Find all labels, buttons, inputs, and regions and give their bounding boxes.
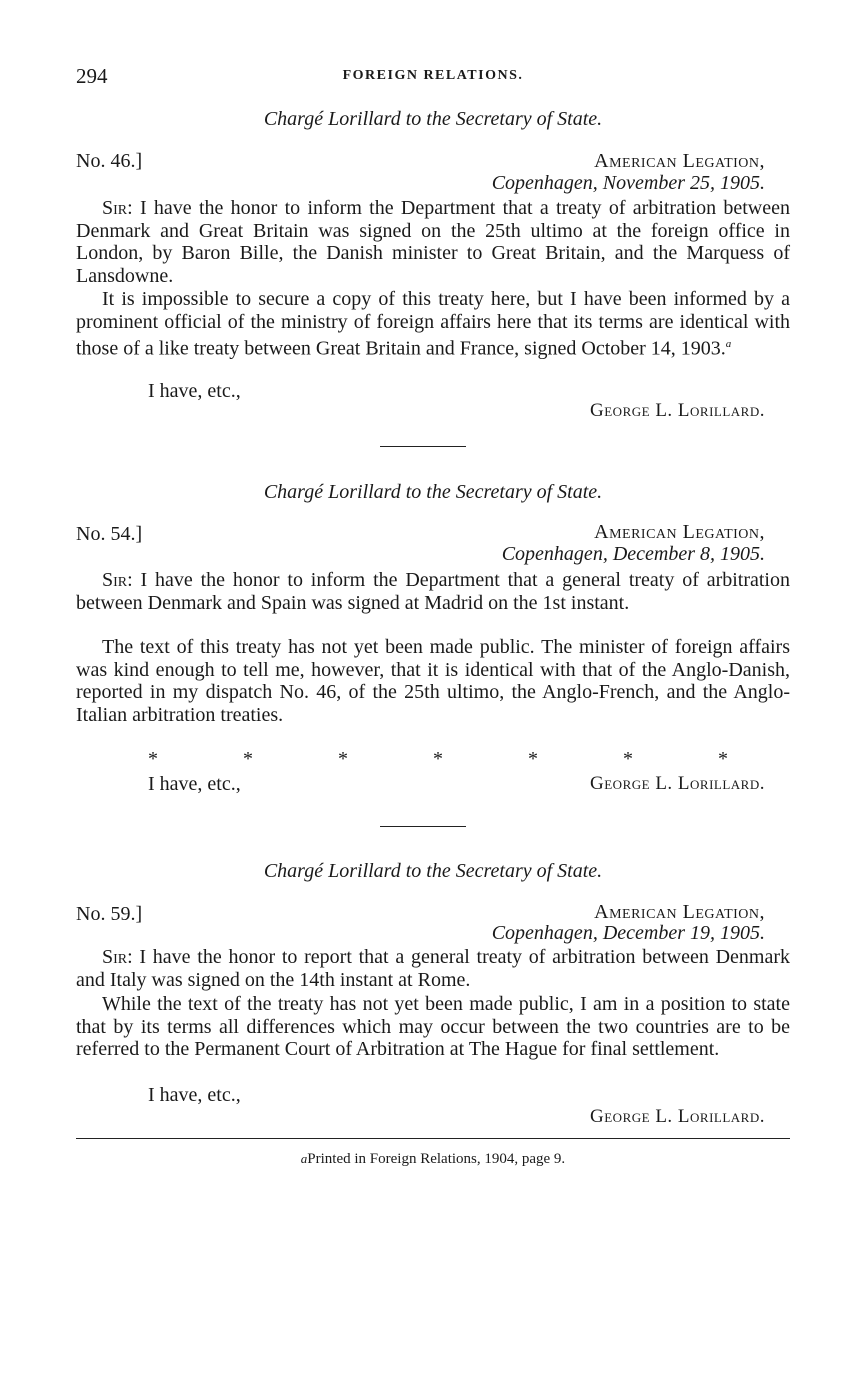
body-paragraph [76, 569, 790, 614]
footnote-marker: a [300, 1151, 308, 1166]
letter-heading: Chargé Lorillard to the Secretary of State. [263, 860, 603, 882]
place-date: Copenhagen, November 25, 1905. [491, 172, 765, 194]
letter-heading: Chargé Lorillard to the Secretary of State. [263, 481, 603, 503]
footnote-rule [76, 1138, 790, 1139]
signature: George L. Lorillard. [590, 773, 765, 794]
place-date: Copenhagen, December 8, 1905. [501, 543, 765, 565]
body-paragraph [76, 197, 790, 287]
section-separator [380, 446, 466, 447]
closing-line: I have, etc., [148, 773, 241, 795]
asterisk: * [338, 748, 348, 770]
dispatch-number: No. 59.] [76, 903, 143, 925]
signature: George L. Lorillard. [590, 1106, 765, 1127]
closing-line: I have, etc., [148, 380, 241, 402]
asterisk: * [148, 748, 158, 770]
legation-name: American Legation, [594, 521, 765, 543]
salutation: Sir: [102, 197, 133, 219]
paragraph-text: I have the honor to inform the Department that a treaty of arbitration between Denmark and Great Britain was signed on the 25th ultimo at the foreign office in London, by Baron Bille, the Danish minister to Great Britain, and the Marquess of Lansdowne. [76, 197, 790, 287]
paragraph-text: The text of this treaty has not yet been made public. The minister of foreign affairs was kind enough to tell me, however, that it is identical with that of the Anglo-Danish, reported in my dispatch No. 46, of the 25th ultimo, the Anglo-French, and the Anglo-Italian arbitration treaties. [76, 636, 790, 726]
salutation: Sir: [102, 946, 133, 968]
footnote [76, 1151, 790, 1168]
paragraph-text: I have the honor to inform the Department that a general treaty of arbitration between Denmark and Spain was signed at Madrid on the 1st instant. [76, 569, 790, 614]
asterisk: * [433, 748, 443, 770]
dispatch-number: No. 46.] [76, 150, 143, 172]
signature: George L. Lorillard. [590, 400, 765, 421]
body-paragraph [76, 993, 790, 1061]
asterisk: * [623, 748, 633, 770]
paragraph-text: It is impossible to secure a copy of this treaty here, but I have been informed by a prominent official of the ministry of foreign affairs here that its terms are identical with those of a like treaty between Great Britain and France, signed October 14, 1903. [76, 288, 790, 360]
legation-name: American Legation, [594, 150, 765, 172]
body-paragraph [76, 636, 790, 726]
dispatch-number: No. 54.] [76, 523, 143, 545]
closing-line: I have, etc., [148, 1084, 241, 1106]
asterisk: * [243, 748, 253, 770]
asterisk: * [528, 748, 538, 770]
running-head [76, 64, 790, 92]
letter-heading: Chargé Lorillard to the Secretary of State. [263, 108, 603, 130]
ellipsis-asterisks [148, 748, 728, 771]
footnote-reference: a [725, 338, 732, 351]
running-title: FOREIGN RELATIONS. [342, 68, 524, 83]
asterisk: * [718, 748, 728, 770]
footnote-text: Printed in Foreign Relations, 1904, page 9. [307, 1151, 566, 1167]
paragraph-text: While the text of the treaty has not yet been made public, I am in a position to state that by its terms all differences which may occur between the two countries are to be referred to the Permanent Court of Arbitration at The Hague for final settlement. [76, 993, 790, 1061]
section-separator [380, 826, 466, 827]
salutation: Sir: [102, 569, 133, 591]
legation-name: American Legation, [594, 901, 765, 923]
paragraph-text: I have the honor to report that a general treaty of arbitration between Denmark and Italy was signed on the 14th instant at Rome. [76, 946, 790, 991]
body-paragraph [76, 288, 790, 360]
place-date: Copenhagen, December 19, 1905. [491, 922, 765, 944]
body-paragraph [76, 946, 790, 991]
page-number: 294 [76, 64, 108, 88]
